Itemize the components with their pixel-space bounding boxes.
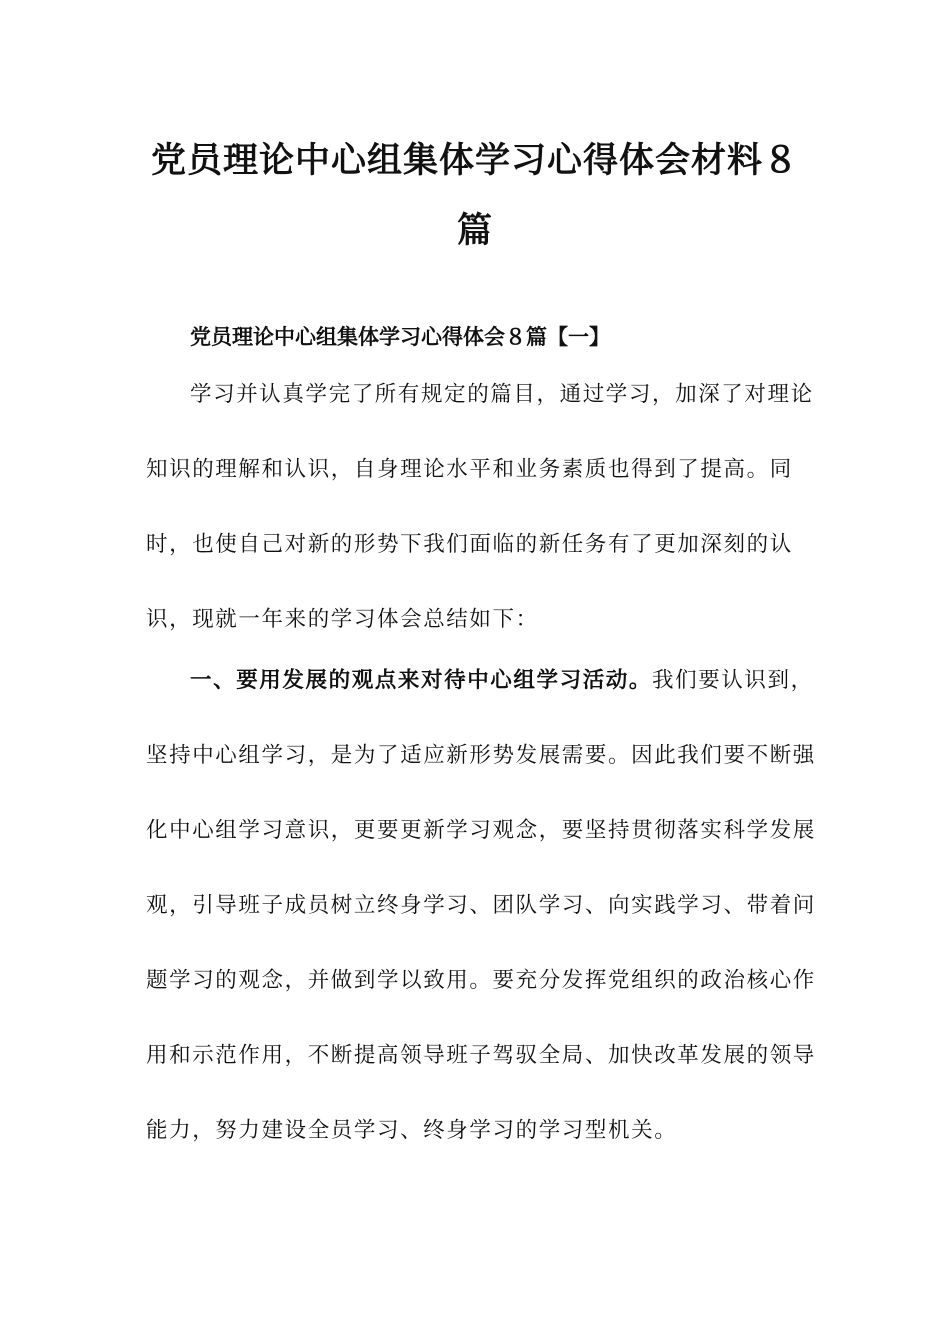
paragraph-heading: 一、要用发展的观点来对待中心组学习活动。	[190, 668, 653, 693]
document-title-line2: 篇	[456, 210, 493, 251]
paragraph-line: 知识的理解和认识，自身理论水平和业务素质也得到了提高。同	[146, 457, 793, 482]
paragraph-line: 题学习的观念，并做到学以致用。要充分发挥党组织的政治核心作	[146, 968, 816, 993]
section-subtitle: 党员理论中心组集体学习心得体会８篇【一】	[190, 324, 610, 349]
paragraph-line: 用和示范作用，不断提高领导班子驾驭全局、加快改革发展的领导	[146, 1043, 816, 1068]
paragraph-heading-rest: 我们要认识到，	[652, 668, 814, 693]
paragraph-line: 化中心组学习意识，更要更新学习观念，要坚持贯彻落实科学发展	[146, 818, 816, 843]
paragraph-line: 观，引导班子成员树立终身学习、团队学习、向实践学习、带着问	[146, 893, 816, 918]
paragraph-line: 识，现就一年来的学习体会总结如下：	[146, 607, 539, 632]
paragraph-line: 时，也使自己对新的形势下我们面临的新任务有了更加深刻的认	[146, 532, 793, 557]
paragraph-line: 能力，努力建设全员学习、终身学习的学习型机关。	[146, 1118, 678, 1143]
paragraph-line: 坚持中心组学习，是为了适应新形势发展需要。因此我们要不断强	[146, 743, 816, 768]
document-title-line1: 党员理论中心组集体学习心得体会材料８	[150, 140, 799, 181]
paragraph-heading-line	[190, 666, 814, 696]
paragraph-line: 学习并认真学完了所有规定的篇目，通过学习，加深了对理论	[190, 382, 814, 407]
